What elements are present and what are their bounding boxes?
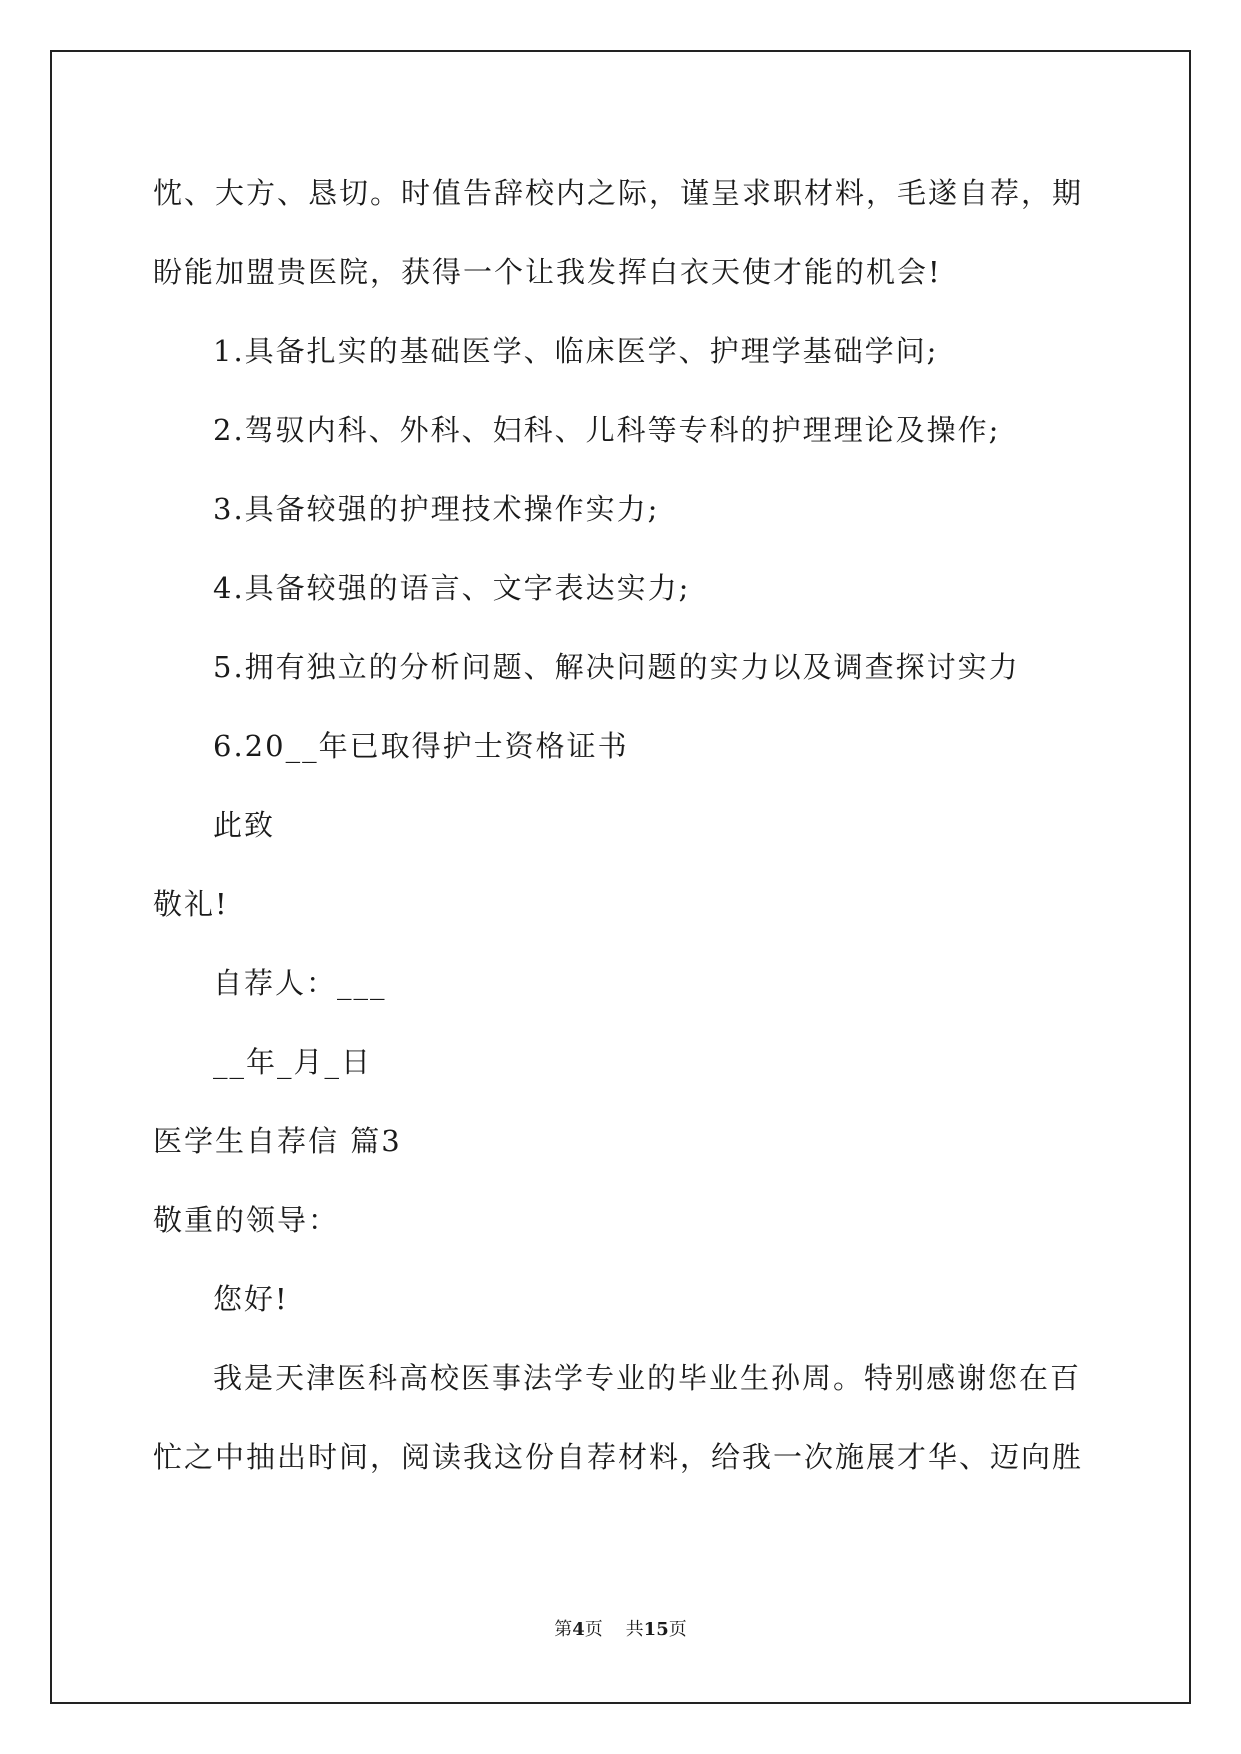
qualification-item-4: 4.具备较强的语言、文字表达实力; [213,571,691,605]
body-line-2: 盼能加盟贵医院，获得一个让我发挥白衣天使才能的机会! [153,255,942,289]
qualification-item-5: 5.拥有独立的分析问题、解决问题的实力以及调查探讨实力 [213,650,1020,684]
closing-regards: 敬礼! [153,887,229,921]
total-suffix: 页 [668,1619,687,1640]
closing-salutation: 此致 [213,808,276,842]
total-pages: 15 [643,1619,669,1640]
page-footer [0,1618,1241,1642]
signature-line: 自荐人：___ [213,966,387,1000]
qualification-item-6: 6.20__年已取得护士资格证书 [213,729,629,763]
qualification-item-2: 2.驾驭内科、外科、妇科、儿科等专科的护理理论及操作; [213,413,1001,447]
section-heading: 医学生自荐信 篇3 [153,1124,402,1158]
qualification-item-1: 1.具备扎实的基础医学、临床医学、护理学基础学问; [213,334,939,368]
page-suffix: 页 [584,1619,603,1640]
qualification-item-3: 3.具备较强的护理技术操作实力; [213,492,660,526]
greeting: 您好! [213,1282,289,1316]
greeting-addressee: 敬重的领导： [153,1203,340,1237]
total-prefix: 共 [625,1619,644,1640]
page-number: 4 [572,1619,585,1640]
date-line: __年_月_日 [213,1045,373,1079]
page-prefix: 第 [554,1619,573,1640]
body-line-1: 忱、大方、恳切。时值告辞校内之际，谨呈求职材料，毛遂自荐，期 [153,176,1084,210]
body-line-4: 忙之中抽出时间，阅读我这份自荐材料，给我一次施展才华、迈向胜 [153,1440,1084,1474]
body-line-3: 我是天津医科高校医事法学专业的毕业生孙周。特别感谢您在百 [213,1361,1082,1395]
